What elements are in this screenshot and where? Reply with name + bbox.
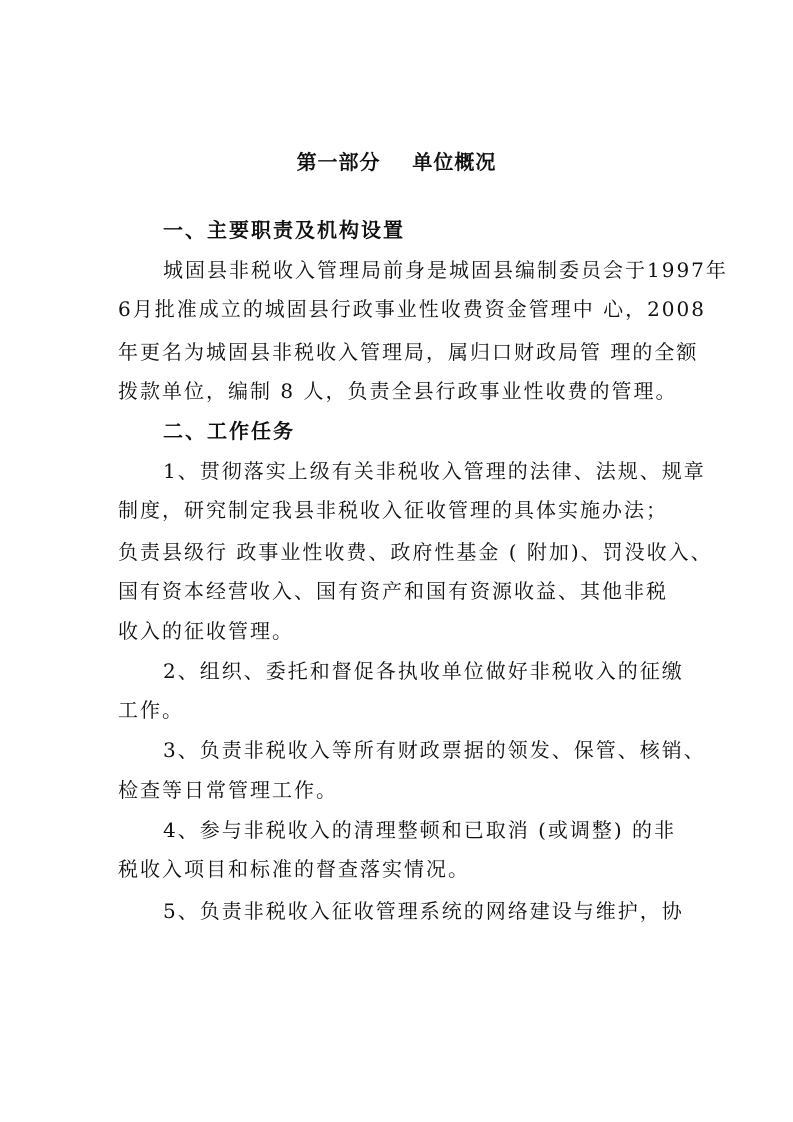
paragraph-line: 6月批准成立的城固县行政事业性收费资金管理中 心，2008 <box>118 297 706 321</box>
list-item-line: 负责县级行 政事业性收费、政府性基金 ( 附加)、罚没收入、 <box>118 540 713 564</box>
list-item-line: 收入的征收管理。 <box>118 619 294 643</box>
section-heading-1: 一、主要职责及机构设置 <box>163 218 405 242</box>
list-item-line: 2、组织、委托和督促各执收单位做好非税收入的征缴 <box>163 659 684 683</box>
paragraph-line: 城固县非税收入管理局前身是城固县编制委员会于1997年 <box>163 258 728 282</box>
list-item-line: 税收入项目和标准的督查落实情况。 <box>118 857 470 881</box>
list-item-line: 3、负责非税收入等所有财政票据的领发、保管、核销、 <box>163 738 706 762</box>
list-item-line: 5、负责非税收入征收管理系统的网络建设与维护，协 <box>163 899 684 923</box>
section-heading-2: 二、工作任务 <box>163 419 295 443</box>
list-item-line: 工作。 <box>118 698 184 722</box>
page-title: 第一部分 单位概况 <box>296 150 497 174</box>
list-item-line: 检查等日常管理工作。 <box>118 778 338 802</box>
list-item-line: 制度，研究制定我县非税收入征收管理的具体实施办法； <box>118 498 668 522</box>
list-item-line: 4、参与非税收入的清理整顿和已取消 (或调整) 的非 <box>163 818 677 842</box>
paragraph-line: 年更名为城固县非税收入管理局，属归口财政局管 理的全额 <box>118 340 699 364</box>
list-item-line: 1、贯彻落实上级有关非税收入管理的法律、法规、规章 <box>163 459 706 483</box>
list-item-line: 国有资本经营收入、国有资产和国有资源收益、其他非税 <box>118 579 668 603</box>
paragraph-line: 拨款单位，编制 8 人，负责全县行政事业性收费的管理。 <box>118 379 678 403</box>
